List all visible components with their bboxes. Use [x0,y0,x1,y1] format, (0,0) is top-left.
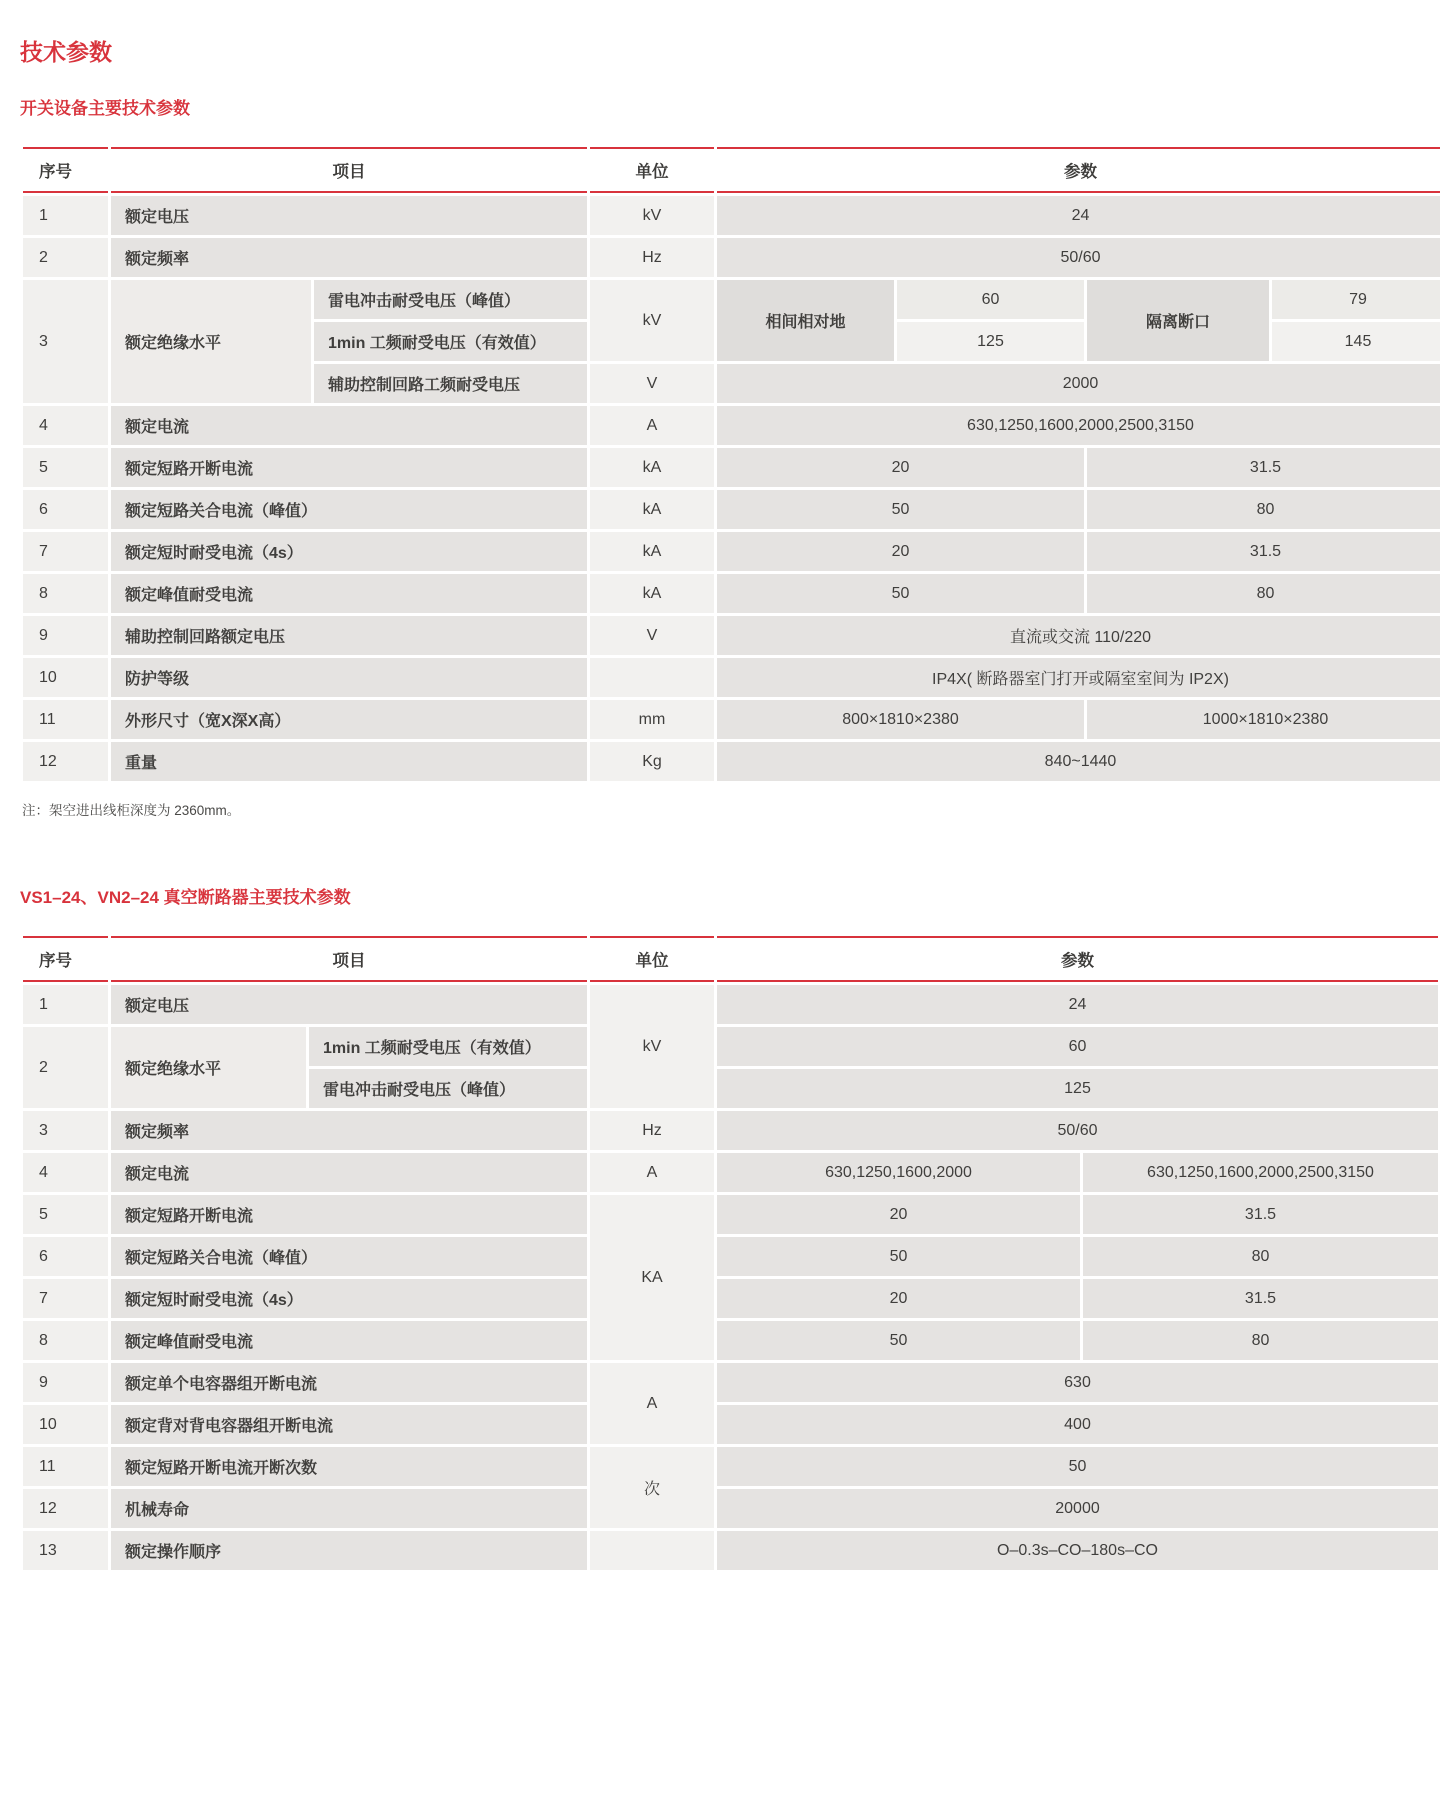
table-row [23,1363,1438,1402]
param-value: 80 [1083,1321,1438,1360]
item-label: 额定短路关合电流（峰值） [111,1237,587,1276]
unit-value: 次 [590,1447,714,1528]
table-row [23,1027,1438,1066]
item-label: 额定频率 [111,238,587,277]
table-row [23,700,1440,739]
table-row [23,406,1440,445]
table-header-row [23,936,1438,982]
item-label: 防护等级 [111,658,587,697]
param-value: 20 [717,1279,1080,1318]
unit-value: mm [590,700,714,739]
item-label: 额定短路关合电流（峰值） [111,490,587,529]
item-label: 额定背对背电容器组开断电流 [111,1405,587,1444]
row-no: 9 [23,1363,108,1402]
row-no: 10 [23,1405,108,1444]
row-no: 8 [23,1321,108,1360]
param-value: 630,1250,1600,2000,2500,3150 [1083,1153,1438,1192]
item-label: 额定短路开断电流 [111,448,587,487]
unit-value: Hz [590,238,714,277]
item-sub-label: 雷电冲击耐受电压（峰值） [314,280,587,319]
row-no: 11 [23,700,108,739]
table-row [23,574,1440,613]
table-row [23,658,1440,697]
table-row [23,490,1440,529]
row-no: 2 [23,1027,108,1108]
param-value: 80 [1083,1237,1438,1276]
param-value: 2000 [717,364,1440,403]
param-value: 80 [1087,574,1440,613]
table-row [23,1321,1438,1360]
table-row [23,1111,1438,1150]
param-value: 31.5 [1087,532,1440,571]
table-row [23,985,1438,1024]
param-value: 20 [717,448,1084,487]
param-value: 125 [897,322,1084,361]
param-sublabel: 隔离断口 [1087,280,1269,361]
item-label: 额定短时耐受电流（4s） [111,1279,587,1318]
param-value: 50/60 [717,1111,1438,1150]
unit-value: kV [590,196,714,235]
item-group-label: 额定绝缘水平 [111,280,311,403]
param-value: 125 [717,1069,1438,1108]
table1-footnote: 注：架空进出线柜深度为 2360mm。 [22,803,241,818]
table-row [23,238,1440,277]
header-item: 项目 [111,936,587,982]
row-no: 2 [23,238,108,277]
param-value: 400 [717,1405,1438,1444]
row-no: 5 [23,1195,108,1234]
row-no: 13 [23,1531,108,1570]
unit-value: kV [590,280,714,361]
table-row [23,1405,1438,1444]
param-value: 630,1250,1600,2000 [717,1153,1080,1192]
item-label: 额定短时耐受电流（4s） [111,532,587,571]
item-sub-label: 1min 工频耐受电压（有效值） [314,322,587,361]
page-title: 技术参数 [20,39,112,65]
item-label: 额定操作顺序 [111,1531,587,1570]
header-item: 项目 [111,147,587,193]
unit-value: A [590,1153,714,1192]
item-sub-label: 辅助控制回路工频耐受电压 [314,364,587,403]
param-value: 50 [717,574,1084,613]
item-label: 重量 [111,742,587,781]
row-no: 11 [23,1447,108,1486]
item-label: 额定单个电容器组开断电流 [111,1363,587,1402]
row-no: 6 [23,490,108,529]
param-value: 145 [1272,322,1440,361]
unit-value: kA [590,448,714,487]
breaker-params-table [20,933,1440,1573]
item-sub-label: 1min 工频耐受电压（有效值） [309,1027,587,1066]
table-row [23,742,1440,781]
header-param: 参数 [717,936,1438,982]
unit-value: kV [590,985,714,1108]
row-no: 3 [23,1111,108,1150]
param-value: 50/60 [717,238,1440,277]
item-label: 辅助控制回路额定电压 [111,616,587,655]
item-label: 额定峰值耐受电流 [111,1321,587,1360]
table-row [23,280,1440,319]
param-value: 50 [717,1321,1080,1360]
param-value: 20000 [717,1489,1438,1528]
row-no: 8 [23,574,108,613]
param-value: IP4X( 断路器室门打开或隔室室间为 IP2X) [717,658,1440,697]
table-row [23,1531,1438,1570]
param-value: 840~1440 [717,742,1440,781]
table-row [23,1279,1438,1318]
table-row [23,1153,1438,1192]
row-no: 4 [23,1153,108,1192]
table-row [23,1489,1438,1528]
table-row [23,196,1440,235]
unit-value: kA [590,532,714,571]
header-unit: 单位 [590,936,714,982]
table-row [23,616,1440,655]
param-value: 直流或交流 110/220 [717,616,1440,655]
param-value: 20 [717,532,1084,571]
unit-value [590,658,714,697]
row-no: 9 [23,616,108,655]
param-value: 50 [717,1447,1438,1486]
param-value: 60 [897,280,1084,319]
item-label: 额定电流 [111,1153,587,1192]
param-value: 24 [717,196,1440,235]
item-label: 外形尺寸（宽X深X高） [111,700,587,739]
header-param: 参数 [717,147,1440,193]
param-value: 1000×1810×2380 [1087,700,1440,739]
switchgear-params-table [20,144,1440,784]
header-no: 序号 [23,147,108,193]
row-no: 12 [23,1489,108,1528]
param-value: 50 [717,1237,1080,1276]
param-sublabel: 相间相对地 [717,280,894,361]
param-value: 24 [717,985,1438,1024]
table-row [23,532,1440,571]
table-row [23,448,1440,487]
table1-title: 开关设备主要技术参数 [20,99,190,118]
document-page [0,34,1440,1573]
unit-value: A [590,1363,714,1444]
item-label: 机械寿命 [111,1489,587,1528]
param-value: 50 [717,490,1084,529]
item-label: 额定电压 [111,196,587,235]
item-sub-label: 雷电冲击耐受电压（峰值） [309,1069,587,1108]
row-no: 3 [23,280,108,403]
row-no: 10 [23,658,108,697]
item-label: 额定短路开断电流 [111,1195,587,1234]
table-header-row [23,147,1440,193]
item-label: 额定电压 [111,985,587,1024]
unit-value: Hz [590,1111,714,1150]
header-no: 序号 [23,936,108,982]
unit-value: Kg [590,742,714,781]
row-no: 6 [23,1237,108,1276]
item-group-label: 额定绝缘水平 [111,1027,306,1108]
row-no: 1 [23,985,108,1024]
row-no: 7 [23,532,108,571]
header-unit: 单位 [590,147,714,193]
param-value: 79 [1272,280,1440,319]
table-row [23,1237,1438,1276]
unit-value: V [590,364,714,403]
row-no: 12 [23,742,108,781]
param-value: 800×1810×2380 [717,700,1084,739]
unit-value: KA [590,1195,714,1360]
param-value: 630 [717,1363,1438,1402]
unit-value: kA [590,490,714,529]
param-value: 60 [717,1027,1438,1066]
item-label: 额定短路开断电流开断次数 [111,1447,587,1486]
table-row [23,1195,1438,1234]
param-value: 630,1250,1600,2000,2500,3150 [717,406,1440,445]
param-value: 31.5 [1083,1195,1438,1234]
param-value: 80 [1087,490,1440,529]
item-label: 额定电流 [111,406,587,445]
table-row [23,1447,1438,1486]
param-value: O–0.3s–CO–180s–CO [717,1531,1438,1570]
unit-value [590,1531,714,1570]
row-no: 5 [23,448,108,487]
param-value: 31.5 [1083,1279,1438,1318]
unit-value: V [590,616,714,655]
table2-title: VS1–24、VN2–24 真空断路器主要技术参数 [20,888,351,907]
row-no: 7 [23,1279,108,1318]
item-label: 额定峰值耐受电流 [111,574,587,613]
unit-value: A [590,406,714,445]
row-no: 1 [23,196,108,235]
param-value: 20 [717,1195,1080,1234]
item-label: 额定频率 [111,1111,587,1150]
unit-value: kA [590,574,714,613]
param-value: 31.5 [1087,448,1440,487]
row-no: 4 [23,406,108,445]
